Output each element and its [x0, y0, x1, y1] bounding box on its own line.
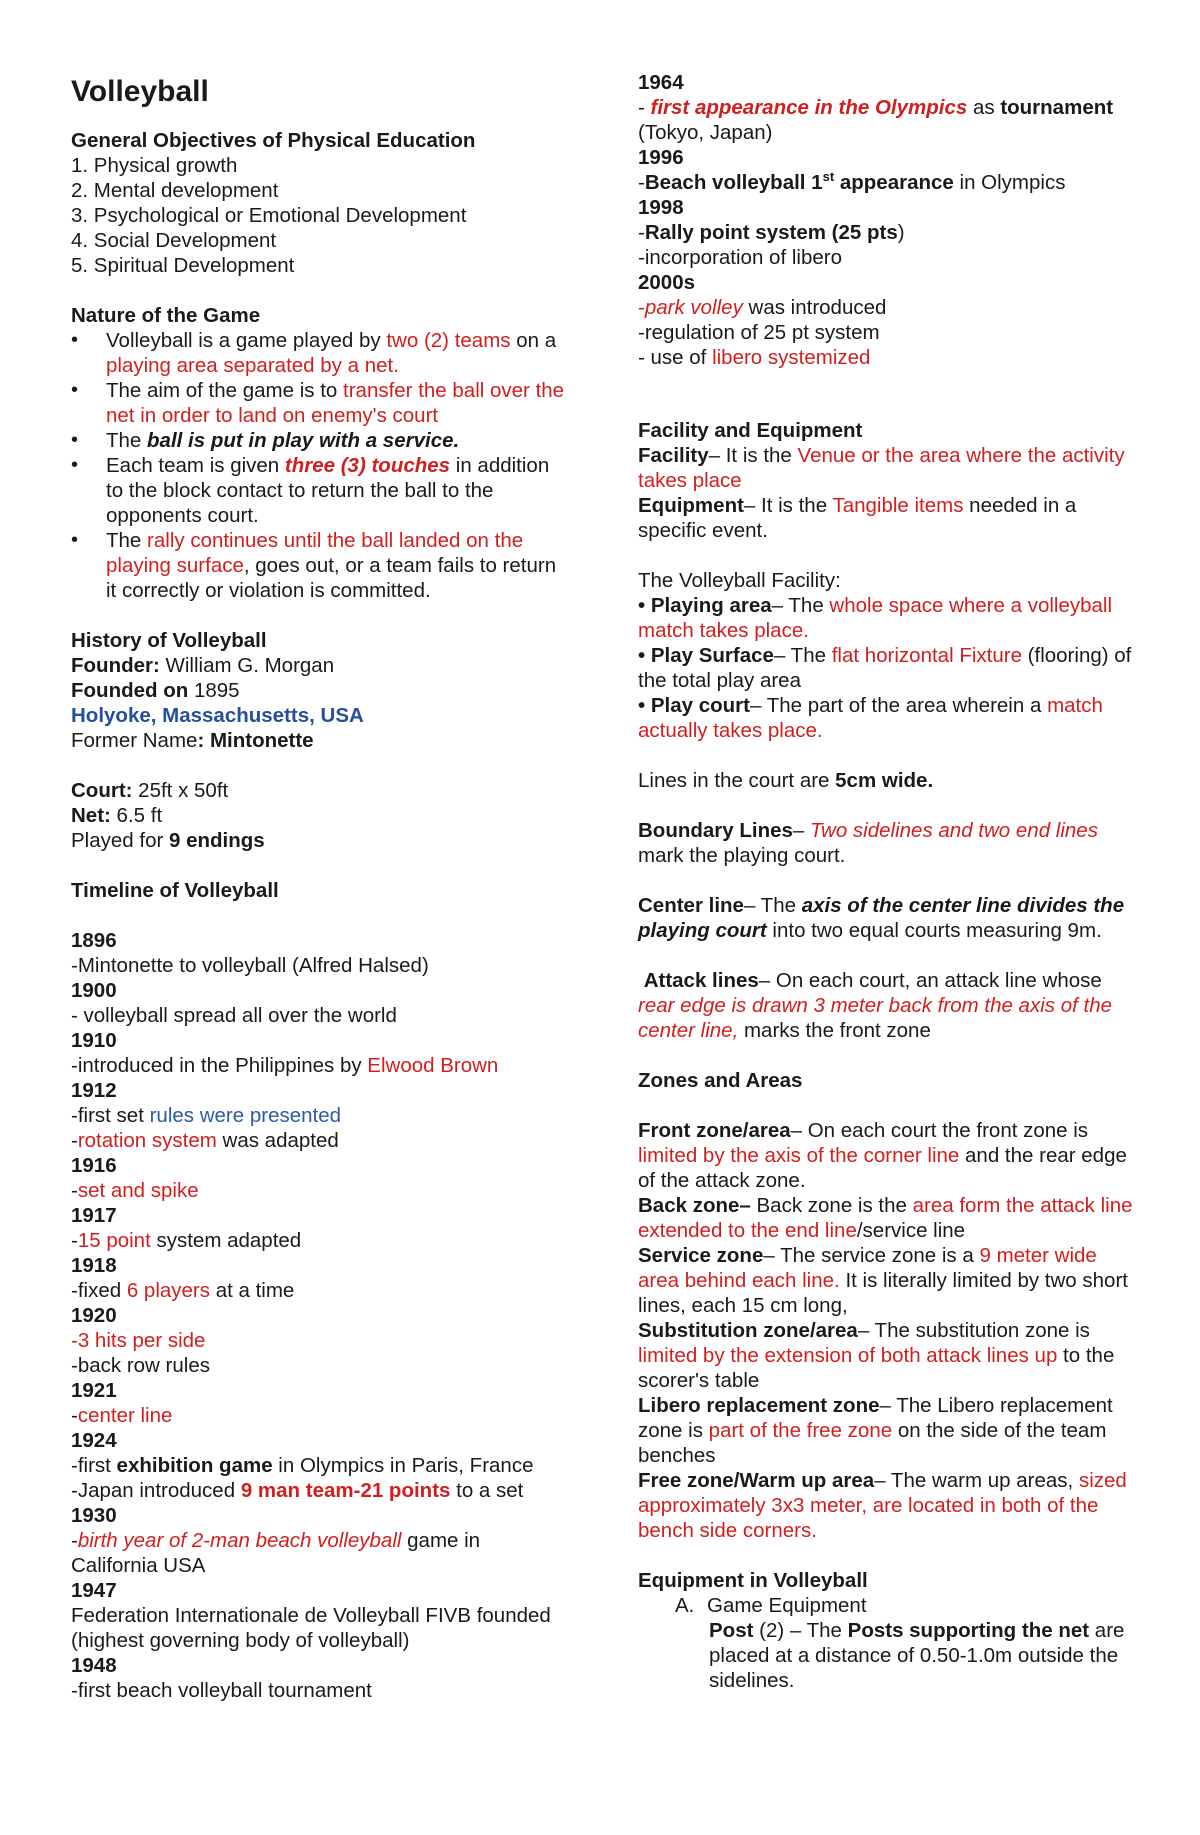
zone-item: Substitution zone/area– The substitution zone is limited by the extension of both attack lines up to the scorer's table [638, 1319, 1115, 1392]
timeline-year: 1924 [71, 1429, 117, 1452]
timeline-entry: -3 hits per side [71, 1329, 206, 1352]
center-line: Center line– The axis of the center line divides the playing court into two equal courts measuring 9m. [638, 894, 1125, 942]
timeline-entry: -Rally point system (25 pts) [638, 221, 905, 244]
zone-item: Service zone– The service zone is a 9 meter wide area behind each line. It is literally limited by two short lines, each 15 cm long, [638, 1244, 1128, 1317]
timeline-entry: -introduced in the Philippines by Elwood Brown [71, 1054, 499, 1077]
timeline-entry: -Beach volleyball 1st appearance in Olympics [638, 169, 1066, 194]
objectives-heading: General Objectives of Physical Education [71, 129, 476, 152]
nature-heading: Nature of the Game [71, 304, 261, 327]
timeline-year: 1918 [71, 1254, 117, 1277]
timeline-entry: -fixed 6 players at a time [71, 1279, 295, 1302]
zone-item: Back zone– Back zone is the area form the attack line extended to the end line/service line [638, 1194, 1133, 1242]
timeline-year: 1900 [71, 979, 117, 1002]
timeline-year: 1920 [71, 1304, 117, 1327]
nature-bullet: • The aim of the game is to transfer the ball over the net in order to land on enemy's court [71, 378, 571, 428]
timeline-entry: -regulation of 25 pt system [638, 321, 880, 344]
objective-item: 3. Psychological or Emotional Development [71, 204, 467, 227]
nature-bullet: • Each team is given three (3) touches in addition to the block contact to return the ball to the opponents court. [71, 453, 571, 528]
timeline-heading: Timeline of Volleyball [71, 879, 279, 902]
timeline-entry: -first exhibition game in Olympics in Paris, France [71, 1454, 534, 1477]
volleyball-facility-heading: The Volleyball Facility: [638, 569, 841, 592]
page-title: Volleyball [71, 75, 209, 108]
zone-item: Free zone/Warm up area– The warm up areas, sized approximately 3x3 meter, are located in both of the bench side corners. [638, 1469, 1127, 1542]
timeline-year: 1996 [638, 146, 684, 169]
timeline-year: 1896 [71, 929, 117, 952]
timeline-entry: -15 point system adapted [71, 1229, 302, 1252]
equipment-definition: Equipment– It is the Tangible items needed in a specific event. [638, 494, 1077, 542]
timeline-entry: - use of libero systemized [638, 346, 871, 369]
facility-heading: Facility and Equipment [638, 419, 863, 442]
timeline-year: 1912 [71, 1079, 117, 1102]
played-line: Played for 9 endings [71, 829, 265, 852]
timeline-year: 1916 [71, 1154, 117, 1177]
timeline-year: 1917 [71, 1204, 117, 1227]
timeline-year: 1921 [71, 1379, 117, 1402]
facility-definition: Facility– It is the Venue or the area where the activity takes place [638, 444, 1125, 492]
facility-item: • Play court– The part of the area wherein a match actually takes place. [638, 694, 1103, 742]
equipment-category: A. Game Equipment [675, 1594, 867, 1617]
timeline-year: 1947 [71, 1579, 117, 1602]
timeline-entry: -first beach volleyball tournament [71, 1679, 372, 1702]
timeline-entry: -back row rules [71, 1354, 210, 1377]
timeline-entry: -set and spike [71, 1179, 199, 1202]
nature-list [71, 328, 571, 603]
attack-lines: Attack lines– On each court, an attack line whose rear edge is drawn 3 meter back from the axis of the center line, marks the front zone [638, 969, 1113, 1042]
nature-bullet: • Volleyball is a game played by two (2) teams on a playing area separated by a net. [71, 328, 571, 378]
zone-item: Front zone/area– On each court the front zone is limited by the axis of the corner line and the rear edge of the attack zone. [638, 1119, 1127, 1192]
timeline-year: 1930 [71, 1504, 117, 1527]
objective-item: 5. Spiritual Development [71, 254, 295, 277]
nature-bullet: • The ball is put in play with a service. [71, 428, 571, 453]
founding-place: Holyoke, Massachusetts, USA [71, 704, 364, 727]
lines-width-line: Lines in the court are 5cm wide. [638, 769, 934, 792]
net-height-line: Net: 6.5 ft [71, 804, 163, 827]
timeline-entry: -park volley was introduced [638, 296, 887, 319]
timeline-entry: - first appearance in the Olympics as tournament (Tokyo, Japan) [638, 96, 1114, 144]
facility-item: • Playing area– The whole space where a volleyball match takes place. [638, 594, 1113, 642]
equipment-heading: Equipment in Volleyball [638, 1569, 868, 1592]
timeline-year: 1964 [638, 71, 684, 94]
timeline-year: 2000s [638, 271, 696, 294]
objective-item: 1. Physical growth [71, 154, 238, 177]
court-size-line: Court: 25ft x 50ft [71, 779, 229, 802]
zone-item: Libero replacement zone– The Libero replacement zone is part of the free zone on the side of the team benches [638, 1394, 1113, 1467]
founded-line: Founded on 1895 [71, 679, 240, 702]
objective-item: 2. Mental development [71, 179, 279, 202]
founder-line: Founder: William G. Morgan [71, 654, 335, 677]
history-heading: History of Volleyball [71, 629, 267, 652]
timeline-entry: - volleyball spread all over the world [71, 1004, 397, 1027]
timeline-year: 1948 [71, 1654, 117, 1677]
equipment-item-post: Post (2) – The Posts supporting the net are placed at a distance of 0.50-1.0m outside the sidelines. [709, 1619, 1125, 1692]
timeline-entry: -center line [71, 1404, 173, 1427]
right-column [638, 70, 1138, 1693]
timeline-entry: Federation Internationale de Volleyball FIVB founded (highest governing body of volleyball) [71, 1604, 551, 1652]
timeline-year: 1998 [638, 196, 684, 219]
timeline-entry: -rotation system was adapted [71, 1129, 339, 1152]
zones-heading: Zones and Areas [638, 1069, 803, 1092]
timeline-entry: -Mintonette to volleyball (Alfred Halsed) [71, 954, 429, 977]
timeline-year: 1910 [71, 1029, 117, 1052]
objective-item: 4. Social Development [71, 229, 277, 252]
nature-bullet: • The rally continues until the ball landed on the playing surface, goes out, or a team fails to return it correctly or violation is committed. [71, 528, 571, 603]
former-name-line: Former Name: Mintonette [71, 729, 314, 752]
timeline-entry: -Japan introduced 9 man team-21 points to a set [71, 1479, 524, 1502]
timeline-entry: -first set rules were presented [71, 1104, 342, 1127]
timeline-entry: -birth year of 2-man beach volleyball game in California USA [71, 1529, 481, 1577]
facility-item: • Play Surface– The flat horizontal Fixture (flooring) of the total play area [638, 644, 1132, 692]
left-column [71, 70, 571, 1703]
boundary-lines: Boundary Lines– Two sidelines and two end lines mark the playing court. [638, 819, 1098, 867]
timeline-entry: -incorporation of libero [638, 246, 842, 269]
